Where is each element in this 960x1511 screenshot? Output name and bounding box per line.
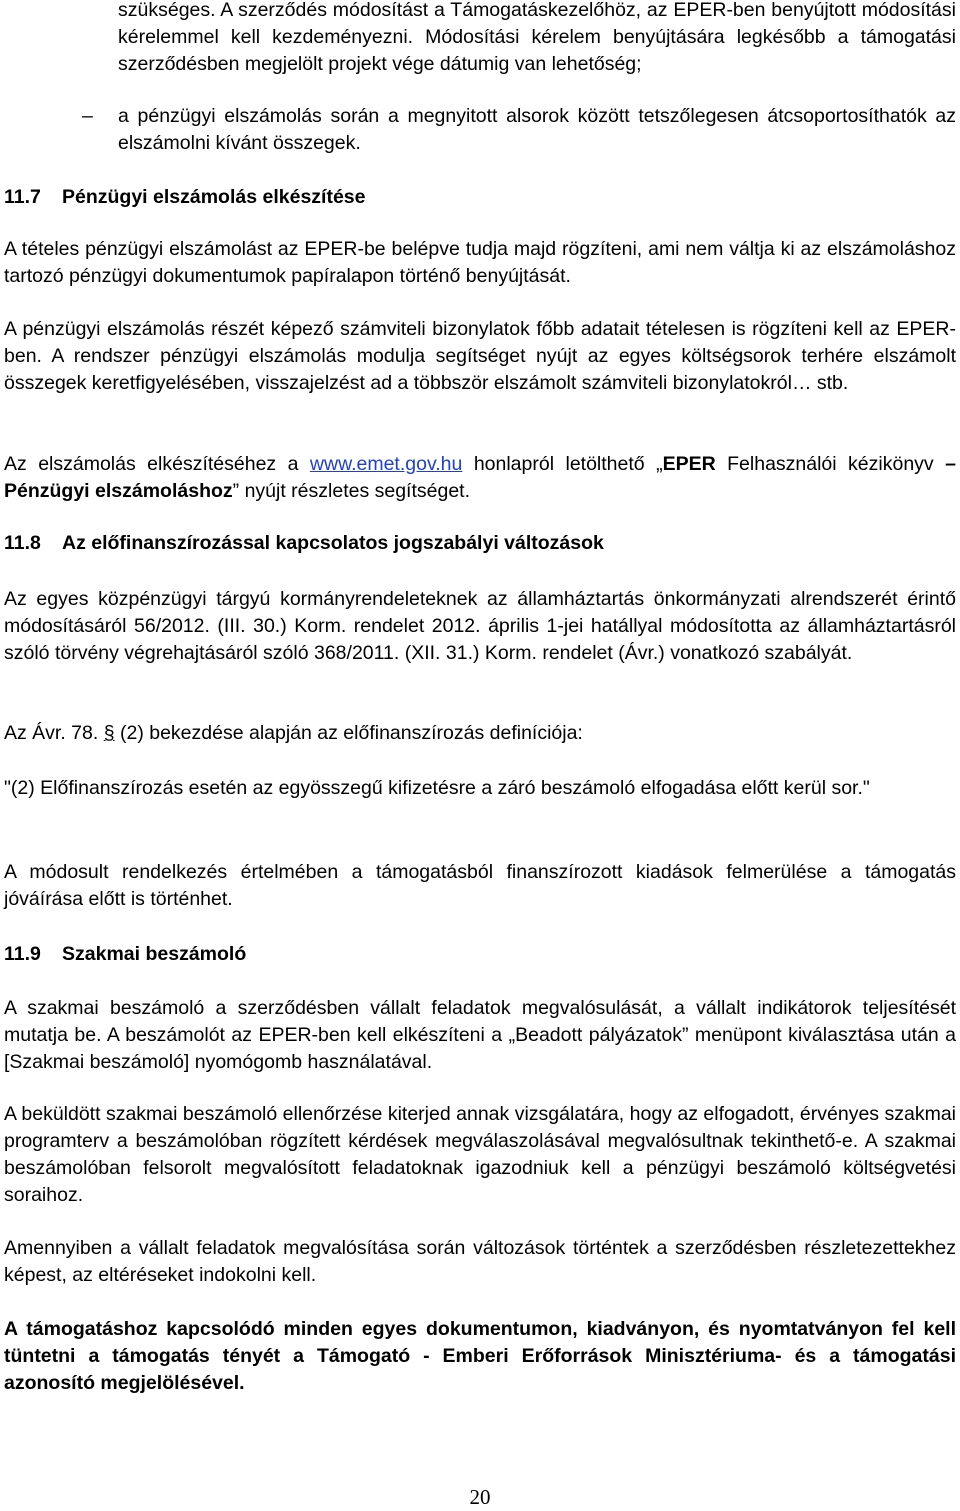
bullet-item xyxy=(4,103,956,157)
website-link[interactable]: www.emet.gov.hu xyxy=(309,453,463,475)
text-span: honlapról letölthető „ xyxy=(462,453,663,475)
paragraph: A pénzügyi elszámolás részét képező számviteli bizonylatok főbb adatait tételesen is rögzíteni kell az EPER-ben. A rendszer pénzügyi elszámolás modulja segítséget nyújt az egyes költségsorok terhére elszámolt összegek keretfigyelésében, visszajelzést ad a többször elszámolt számviteli bizonylatokról… stb. xyxy=(4,318,956,394)
section-heading-11-8 xyxy=(4,530,604,557)
section-title: Pénzügyi elszámolás elkészítése xyxy=(62,186,366,208)
section-number: 11.8 xyxy=(4,532,41,554)
bold-notice-paragraph: A támogatáshoz kapcsolódó minden egyes dokumentumon, kiadványon, és nyomtatványon fel kell tüntetni a támogatás tényét a Támogató - Emberi Erőforrások Minisztériuma- és a támogatási azonosító megjelölésével. xyxy=(4,1318,956,1394)
section-heading-11-7 xyxy=(4,184,366,211)
quote-paragraph: "(2) Előfinanszírozás esetén az egyösszegű kifizetésre a záró beszámoló elfogadása előtt kerül sor." xyxy=(4,777,870,799)
section-number: 11.9 xyxy=(4,943,41,965)
paragraph: A beküldött szakmai beszámoló ellenőrzése kiterjed annak vizsgálatára, hogy az elfogadott, érvényes szakmai programterv a beszámolóban rögzített kérdések megválaszolásával megvalósultnak tekinthető-e. A szakmai beszámolóban felsorolt megvalósított feladatoknak igazodniuk kell a pénzügyi beszámoló költségvetési soraihoz. xyxy=(4,1103,956,1206)
page-number: 20 xyxy=(469,1485,491,1509)
bold-span: EPER xyxy=(662,453,716,475)
intro-paragraph: szükséges. A szerződés módosítást a Támogatáskezelőhöz, az EPER-ben benyújtott módosítási kérelemmel kell kezdeményezni. Módosítási kérelem benyújtására legkésőbb a támogatási szerződésben megjelölt projekt vége dátumig van lehetőség; xyxy=(118,0,956,75)
text-span: Az Ávr. 78. xyxy=(4,722,104,744)
text-span: (2) bekezdése alapján az előfinanszírozás definíciója: xyxy=(114,722,583,744)
section-number: 11.7 xyxy=(4,186,41,208)
paragraph: A tételes pénzügyi elszámolást az EPER-be belépve tudja majd rögzíteni, ami nem váltja ki az elszámoláshoz tartozó pénzügyi dokumentumok papíralapon történő benyújtását. xyxy=(4,238,956,287)
bullet-dash: – xyxy=(82,105,93,127)
text-span: Az elszámolás elkészítéséhez a xyxy=(4,453,310,475)
paragraph: A szakmai beszámoló a szerződésben vállalt feladatok megvalósulását, a vállalt indikátorok teljesítését mutatja be. A beszámolót az EPER-ben kell elkészíteni a „Beadott pályázatok” menüpont kiválasztása után a [Szakmai beszámoló] nyomógomb használatával. xyxy=(4,997,956,1073)
section-title: Szakmai beszámoló xyxy=(62,943,247,965)
bullet-text: a pénzügyi elszámolás során a megnyitott alsorok között tetszőlegesen átcsoportosíthatók az elszámolni kívánt összegek. xyxy=(118,105,956,154)
paragraph: Amennyiben a vállalt feladatok megvalósítása során változások történtek a szerződésben részletezettekhez képest, az eltéréseket indokolni kell. xyxy=(4,1237,956,1286)
paragraph xyxy=(4,451,956,505)
text-span: Felhasználói kézikönyv xyxy=(715,453,946,475)
paragraph: Az egyes közpénzügyi tárgyú kormányrendeleteknek az államháztartás önkormányzati alrendszerét érintő módosításáról 56/2012. (III. 30.) Korm. rendelet 2012. április 1-jei hatállyal módosította az államháztartásról szóló törvény végrehajtásáról szóló 368/2011. (XII. 31.) Korm. rendelet (Ávr.) vonatkozó szabályát. xyxy=(4,588,956,664)
text-span: ” nyújt részletes segítséget. xyxy=(232,480,471,502)
paragraph: A módosult rendelkezés értelmében a támogatásból finanszírozott kiadások felmerülése a támogatás jóváírása előtt is történhet. xyxy=(4,861,956,910)
paragraph-symbol: § xyxy=(103,722,115,744)
section-heading-11-9 xyxy=(4,941,246,968)
section-title: Az előfinanszírozással kapcsolatos jogszabályi változások xyxy=(62,532,604,554)
paragraph xyxy=(4,720,956,747)
bold-span: – Pénzügyi elszámoláshoz xyxy=(4,453,956,502)
